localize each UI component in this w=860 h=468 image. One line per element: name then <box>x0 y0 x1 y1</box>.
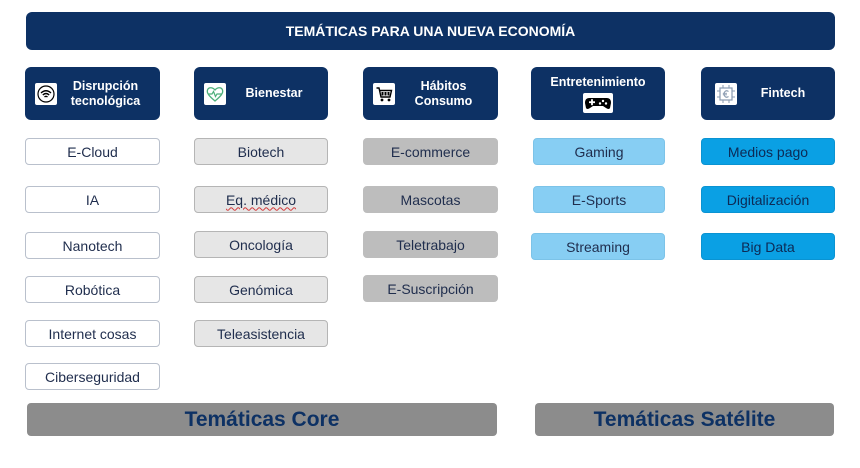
column-header-label: Hábitos Consumo <box>414 78 473 108</box>
item-e-suscripcion: E-Suscripción <box>363 275 498 302</box>
euro-circuit-icon <box>715 83 737 105</box>
header-fintech <box>701 67 835 120</box>
column-header-label: Fintech <box>760 86 806 100</box>
item-ia: IA <box>25 186 160 213</box>
wifi-icon <box>35 83 57 105</box>
column-header-label: Disrupción tecnológica <box>70 78 141 108</box>
item-nanotech: Nanotech <box>25 232 160 259</box>
item-e-sports: E-Sports <box>533 186 665 213</box>
item-gaming: Gaming <box>533 138 665 165</box>
header-entretenimiento <box>531 67 665 120</box>
item-oncologia: Oncología <box>194 231 328 258</box>
item-genomica: Genómica <box>194 276 328 303</box>
health-heart-icon <box>204 83 226 105</box>
header-bienestar <box>194 67 328 120</box>
item-biotech: Biotech <box>194 138 328 165</box>
item-teletrabajo: Teletrabajo <box>363 231 498 258</box>
item-medios-pago: Medios pago <box>701 138 835 165</box>
item-ciberseguridad: Ciberseguridad <box>25 363 160 390</box>
item-teleasistencia: Teleasistencia <box>194 320 328 347</box>
header-habitos-consumo <box>363 67 498 120</box>
item-internet-cosas: Internet cosas <box>25 320 160 347</box>
page-title: TEMÁTICAS PARA UNA NUEVA ECONOMÍA <box>26 12 835 50</box>
item-eq-medico <box>194 186 328 213</box>
footer-tematicas-satelite: Temáticas Satélite <box>535 403 834 436</box>
footer-tematicas-core: Temáticas Core <box>27 403 497 436</box>
item-robotica: Robótica <box>25 276 160 303</box>
item-label: Eq. médico <box>225 191 297 208</box>
item-mascotas: Mascotas <box>363 186 498 213</box>
item-e-commerce: E-commerce <box>363 138 498 165</box>
header-disrupcion-tecnologica <box>25 67 160 120</box>
column-header-label: Bienestar <box>245 86 303 100</box>
item-e-cloud: E-Cloud <box>25 138 160 165</box>
item-digitalizacion: Digitalización <box>701 186 835 213</box>
gamepad-icon <box>583 93 613 113</box>
shopping-cart-icon <box>373 83 395 105</box>
item-streaming: Streaming <box>531 233 665 260</box>
column-header-label: Entretenimiento <box>550 74 646 89</box>
item-big-data: Big Data <box>701 233 835 260</box>
